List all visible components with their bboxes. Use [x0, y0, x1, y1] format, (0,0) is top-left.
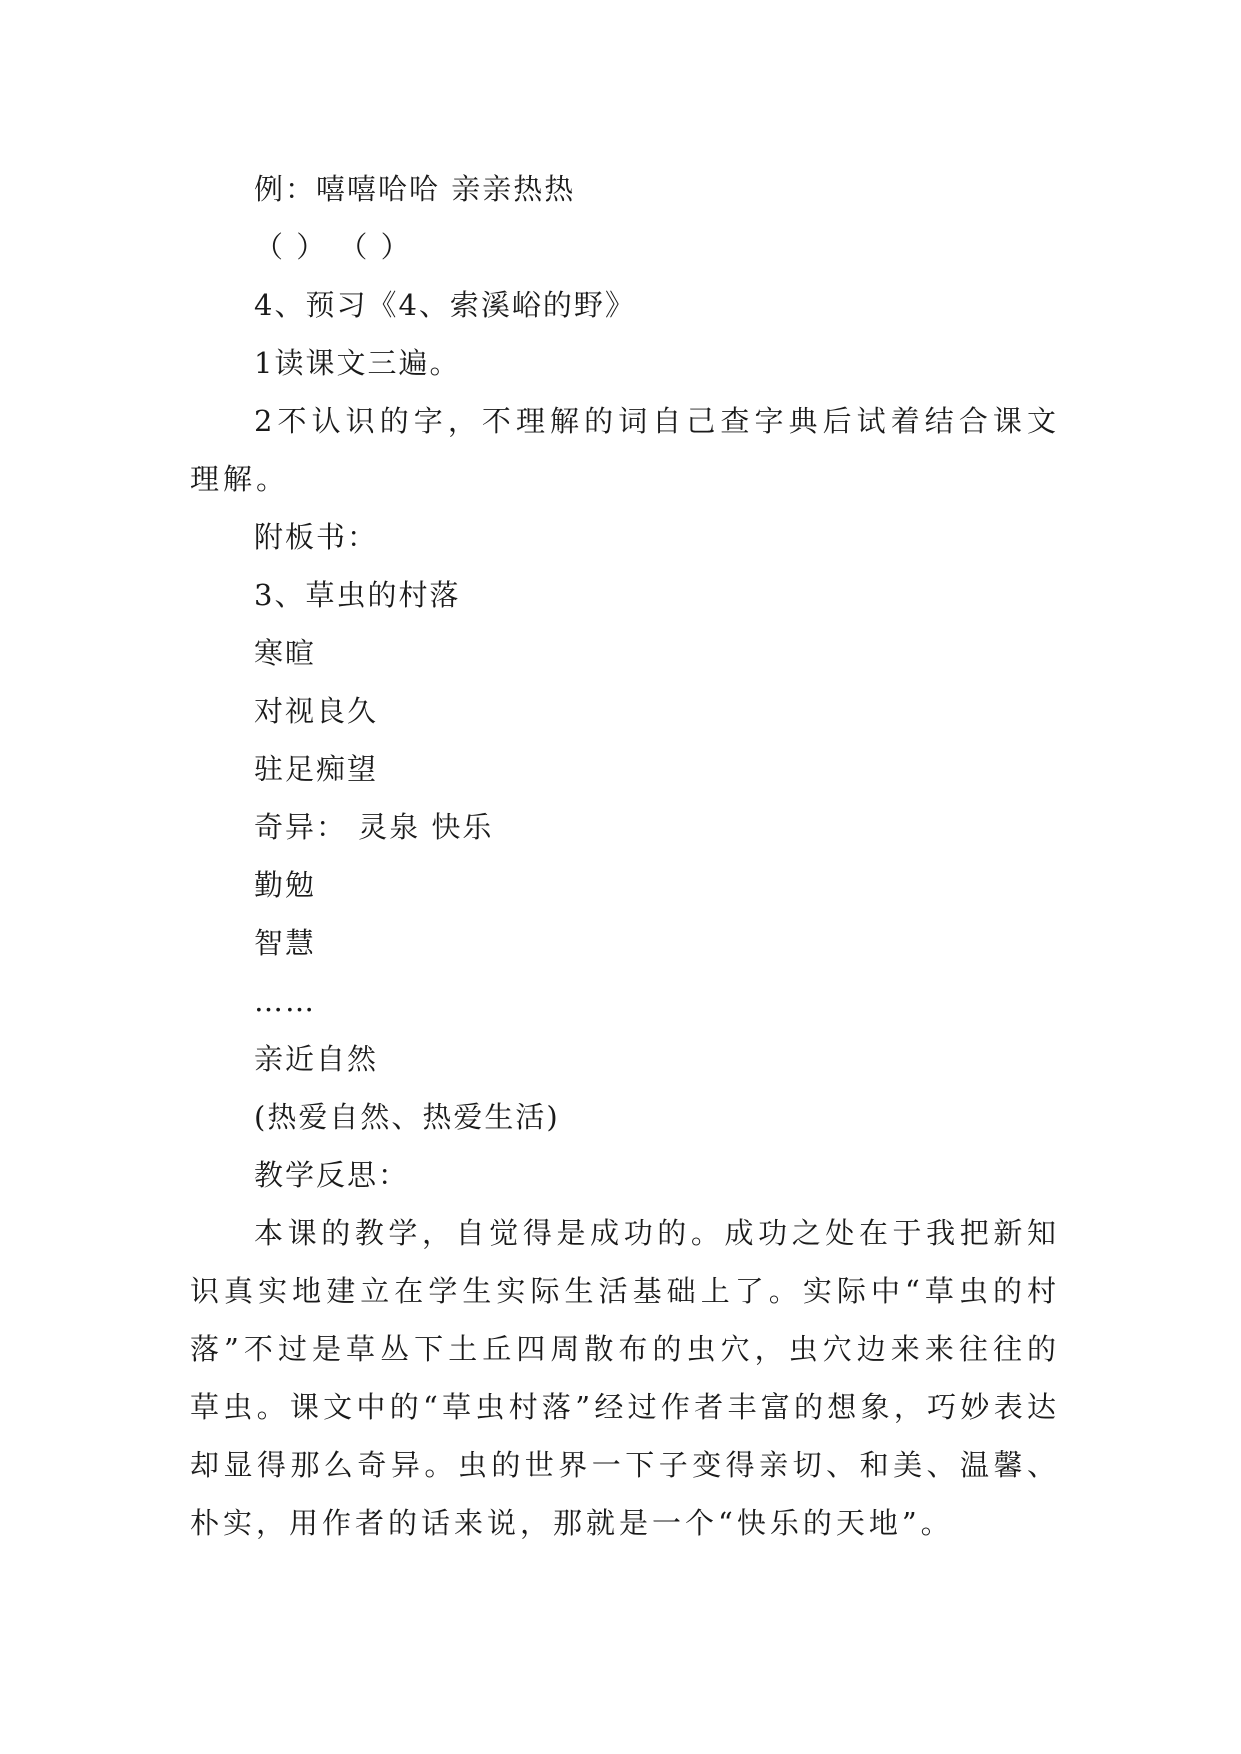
board-title: 3、草虫的村落 — [254, 578, 461, 612]
board-item: 勤勉 — [254, 868, 317, 902]
example-line: 例：嘻嘻哈哈 亲亲热热 — [254, 172, 576, 206]
board-item: (热爱自然、热爱生活) — [254, 1100, 560, 1134]
board-item: 亲近自然 — [254, 1042, 379, 1076]
board-item: 奇异： 灵泉 快乐 — [254, 810, 494, 844]
board-item: 智慧 — [254, 926, 317, 960]
board-item: …… — [254, 984, 316, 1018]
reflection-label: 教学反思： — [254, 1158, 410, 1192]
board-item: 驻足痴望 — [254, 752, 379, 786]
preview-heading: 4、预习《4、索溪峪的野》 — [254, 288, 636, 322]
instruction-read: 1读课文三遍。 — [254, 346, 461, 380]
blank-brackets-line: （ ） （ ） — [254, 230, 412, 264]
instruction-dictionary: 2不认识的字，不理解的词自己查字典后试着结合课文理解。 — [190, 404, 1060, 496]
board-item: 寒暄 — [254, 636, 317, 670]
reflection-paragraph: 本课的教学，自觉得是成功的。成功之处在于我把新知识真实地建立在学生实际生活基础上了。实际中“草虫的村落”不过是草丛下土丘四周散布的虫穴，虫穴边来来往往的草虫。课文中的“草虫村落”经过作者丰富的想象，巧妙表达却显得那么奇异。虫的世界一下子变得亲切、和美、温馨、朴实，用作者的话来说，那就是一个“快乐的天地”。 — [190, 1216, 1060, 1540]
text-column — [190, 160, 1060, 1552]
board-label: 附板书： — [254, 520, 379, 554]
board-item: 对视良久 — [254, 694, 379, 728]
